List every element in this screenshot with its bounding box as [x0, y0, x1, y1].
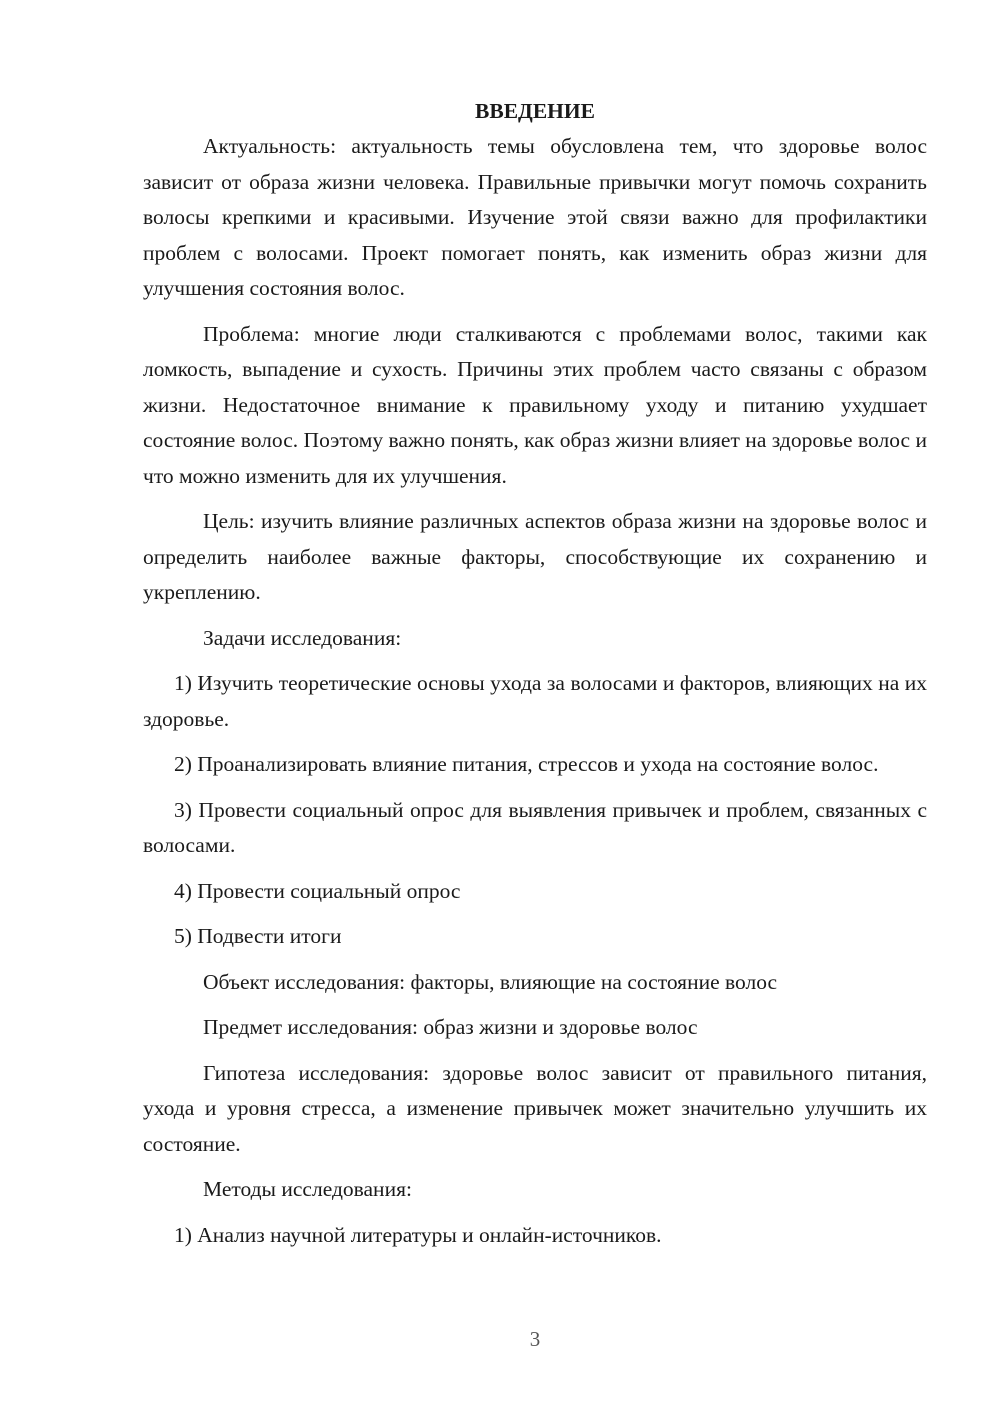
task-item-1: 1) Изучить теоретические основы ухода за волосами и факторов, влияющих на их здоровье.: [143, 671, 927, 731]
method-item-1: 1) Анализ научной литературы и онлайн-источников.: [174, 1222, 662, 1247]
section-title: ВВЕДЕНИЕ: [475, 99, 595, 123]
problem-paragraph: Проблема: многие люди сталкиваются с проблемами волос, такими как ломкость, выпадение и сухость. Причины этих проблем часто связаны с образом жизни. Недостаточное внимание к правильному уходу и питанию ухудшает состояние волос. Поэтому важно понять, как образ жизни влияет на здоровье волос и что можно изменить для их улучшения.: [143, 321, 927, 488]
relevance-paragraph: Актуальность: актуальность темы обусловлена тем, что здоровье волос зависит от образа жизни человека. Правильные привычки могут помочь сохранить волосы крепкими и красивыми. Изучение этой связи важно для профилактики проблем с волосами. Проект помогает понять, как изменить образ жизни для улучшения состояния волос.: [143, 134, 927, 300]
goal-paragraph: Цель: изучить влияние различных аспектов образа жизни на здоровье волос и определить наиболее важные факторы, способствующие их сохранению и укреплению.: [143, 509, 927, 604]
hypothesis-paragraph: Гипотеза исследования: здоровье волос зависит от правильного питания, ухода и уровня стресса, а изменение привычек может значительно улучшить их состояние.: [143, 1060, 927, 1156]
methods-heading: Методы исследования:: [203, 1177, 412, 1201]
task-item-3: 3) Провести социальный опрос для выявления привычек и проблем, связанных с волосами.: [143, 797, 927, 857]
page-content: [143, 96, 927, 1263]
task-item-4: 4) Провести социальный опрос: [174, 878, 461, 903]
task-item-5: 5) Подвести итоги: [174, 924, 342, 948]
tasks-heading: Задачи исследования:: [203, 625, 402, 650]
page-number: 3: [529, 1327, 541, 1351]
research-subject: Предмет исследования: образ жизни и здоровье волос: [203, 1015, 698, 1039]
research-object: Объект исследования: факторы, влияющие на состояние волос: [203, 969, 778, 994]
task-item-2: 2) Проанализировать влияние питания, стрессов и ухода на состояние волос.: [174, 752, 879, 776]
